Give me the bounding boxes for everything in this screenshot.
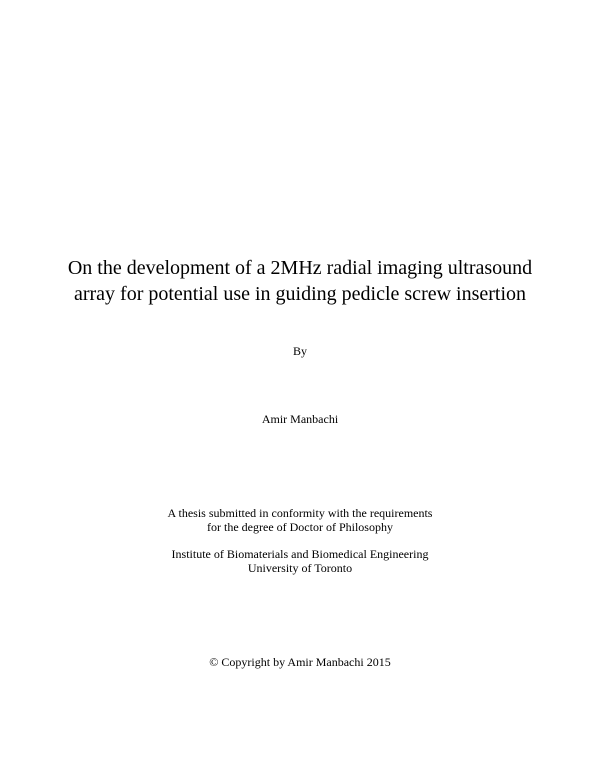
submission-statement-line-1: A thesis submitted in conformity with the requirements <box>167 506 433 520</box>
author-name: Amir Manbachi <box>261 412 339 426</box>
institution-name: Institute of Biomaterials and Biomedical Engineering <box>171 547 429 561</box>
thesis-title-line-2: array for potential use in guiding pedicle screw insertion <box>73 283 527 305</box>
by-label: By <box>292 344 307 358</box>
submission-statement-line-2: for the degree of Doctor of Philosophy <box>207 520 393 534</box>
thesis-title-line-1: On the development of a 2MHz radial imaging ultrasound <box>67 257 533 279</box>
copyright-notice: © Copyright by Amir Manbachi 2015 <box>209 655 391 669</box>
university-name: University of Toronto <box>247 561 353 575</box>
